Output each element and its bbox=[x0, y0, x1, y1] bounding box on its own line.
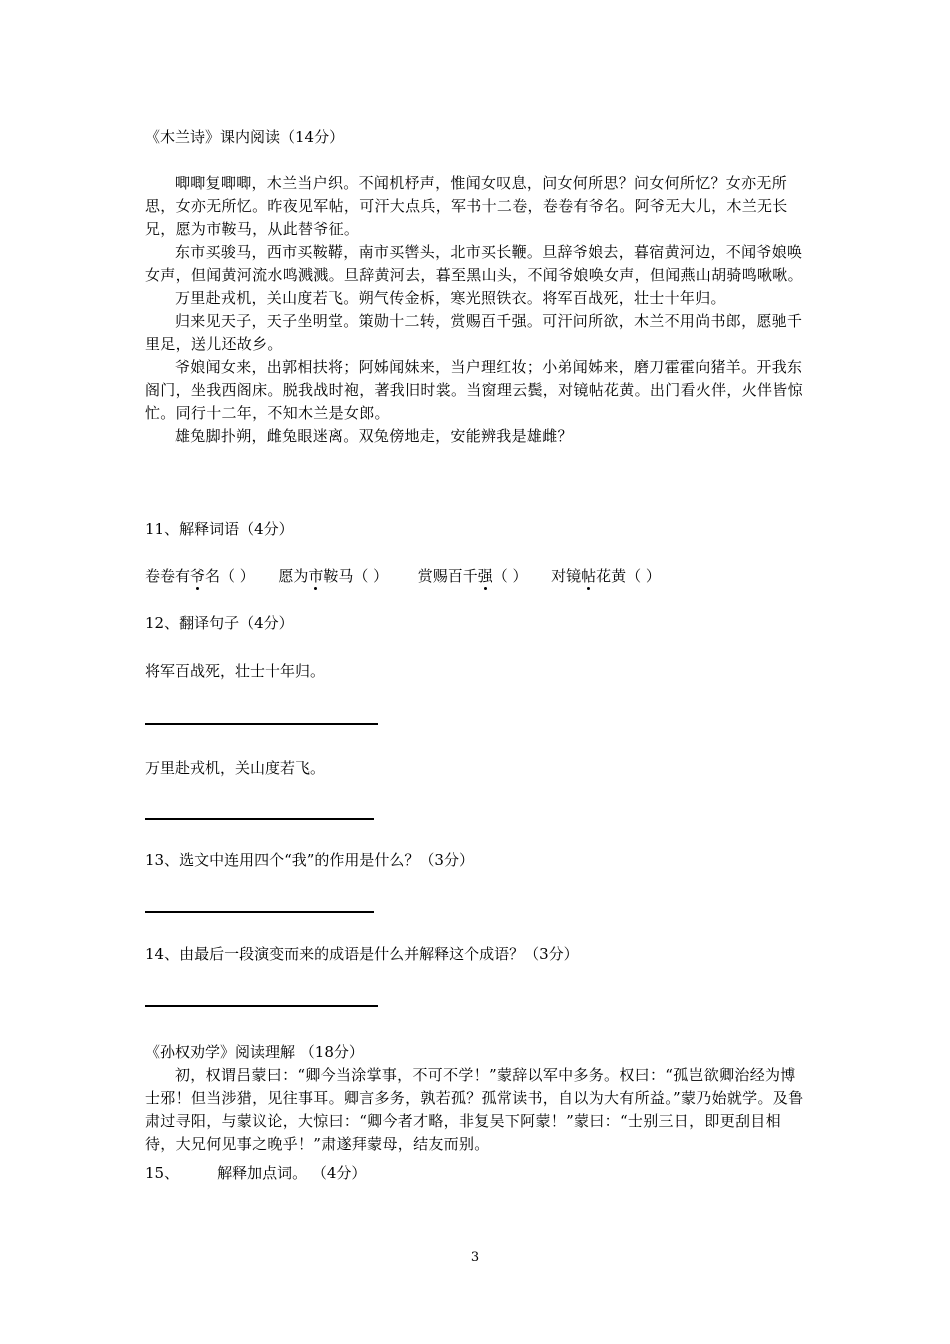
mulan-poem-text bbox=[145, 172, 810, 448]
vocab-blank: 名（ ） bbox=[205, 567, 255, 585]
answer-line[interactable] bbox=[145, 818, 374, 820]
poem-paragraph: 雄兔脚扑朔，雌兔眼迷离。双兔傍地走，安能辨我是雄雌？ bbox=[175, 427, 573, 445]
translate-sentence-1: 将军百战死，壮士十年归。 bbox=[145, 662, 326, 680]
vocab-text: 对镜 bbox=[551, 567, 582, 585]
question-14-title: 14、由最后一段演变而来的成语是什么并解释这个成语？（3分） bbox=[145, 945, 579, 963]
question-11-items bbox=[145, 565, 661, 587]
page-number: 3 bbox=[470, 1250, 480, 1265]
vocab-item bbox=[145, 567, 255, 585]
poem-paragraph: 唧唧复唧唧，木兰当户织。不闻机杼声，惟闻女叹息，问女何所思？问女何所忆？女亦无所思，女亦无所忆。昨夜见军帖，可汗大点兵，军书十二卷，卷卷有爷名。阿爷无大儿，木兰无长兄，愿为市鞍马，从此替爷征。 bbox=[145, 174, 788, 238]
vocab-blank: 花黄（ ） bbox=[596, 567, 661, 585]
dotted-character: 爷 bbox=[190, 567, 206, 585]
vocab-blank: （ ） bbox=[492, 567, 528, 585]
answer-line[interactable] bbox=[145, 1005, 378, 1007]
question-15-number: 15、 bbox=[145, 1164, 180, 1182]
section-title-sunquan: 《孙权劝学》阅读理解 （18分） bbox=[145, 1043, 364, 1061]
poem-paragraph: 归来见天子，天子坐明堂。策勋十二转，赏赐百千强。可汗问所欲，木兰不用尚书郎，愿驰千里足，送儿还故乡。 bbox=[145, 312, 803, 353]
dotted-character: 强 bbox=[477, 567, 493, 585]
sunquan-text bbox=[145, 1064, 810, 1156]
vocab-text: 赏赐百千 bbox=[417, 567, 478, 585]
vocab-item bbox=[418, 567, 528, 585]
dotted-character: 帖 bbox=[581, 567, 597, 585]
vocab-text: 卷卷有 bbox=[145, 567, 191, 585]
section-title-mulan: 《木兰诗》课内阅读（14分） bbox=[145, 128, 345, 146]
question-12-title: 12、翻译句子（4分） bbox=[145, 614, 294, 632]
question-15-title: 解释加点词。 （4分） bbox=[217, 1164, 367, 1182]
question-11-title: 11、解释词语（4分） bbox=[145, 520, 294, 538]
vocab-blank: 鞍马（ ） bbox=[323, 567, 389, 585]
vocab-text: 愿为 bbox=[278, 567, 309, 585]
answer-line[interactable] bbox=[145, 911, 374, 913]
poem-paragraph: 爷娘闻女来，出郭相扶将；阿姊闻妹来，当户理红妆；小弟闻姊来，磨刀霍霍向猪羊。开我东阁门，坐我西阁床。脱我战时袍，著我旧时裳。当窗理云鬓，对镜帖花黄。出门看火伴，火伴皆惊忙。同行十二年，不知木兰是女郎。 bbox=[145, 358, 803, 422]
dotted-character: 市 bbox=[308, 567, 324, 585]
poem-paragraph: 东市买骏马，西市买鞍鞯，南市买辔头，北市买长鞭。旦辞爷娘去，暮宿黄河边，不闻爷娘唤女声，但闻黄河流水鸣溅溅。旦辞黄河去，暮至黑山头，不闻爷娘唤女声，但闻燕山胡骑鸣啾啾。 bbox=[145, 243, 803, 284]
translate-sentence-2: 万里赴戎机，关山度若飞。 bbox=[145, 759, 326, 777]
vocab-item bbox=[278, 567, 388, 585]
poem-paragraph: 万里赴戎机，关山度若飞。朔气传金柝，寒光照铁衣。将军百战死，壮士十年归。 bbox=[175, 289, 726, 307]
vocab-item bbox=[551, 567, 661, 585]
question-15 bbox=[145, 1162, 366, 1184]
prose-paragraph: 初，权谓吕蒙曰：“卿今当涂掌事，不可不学！”蒙辞以军中多务。权曰：“孤岂欲卿治经为博士邪！但当涉猎，见往事耳。卿言多务，孰若孤？孤常读书，自以为大有所益。”蒙乃始就学。及鲁肃过寻阳，与蒙议论，大惊曰：“卿今者才略，非复吴下阿蒙！”蒙曰：“士别三日，即更刮目相待，大兄何见事之晚乎！”肃遂拜蒙母，结友而别。 bbox=[145, 1066, 804, 1153]
answer-line[interactable] bbox=[145, 723, 378, 725]
question-13-title: 13、选文中连用四个“我”的作用是什么？（3分） bbox=[145, 851, 474, 869]
